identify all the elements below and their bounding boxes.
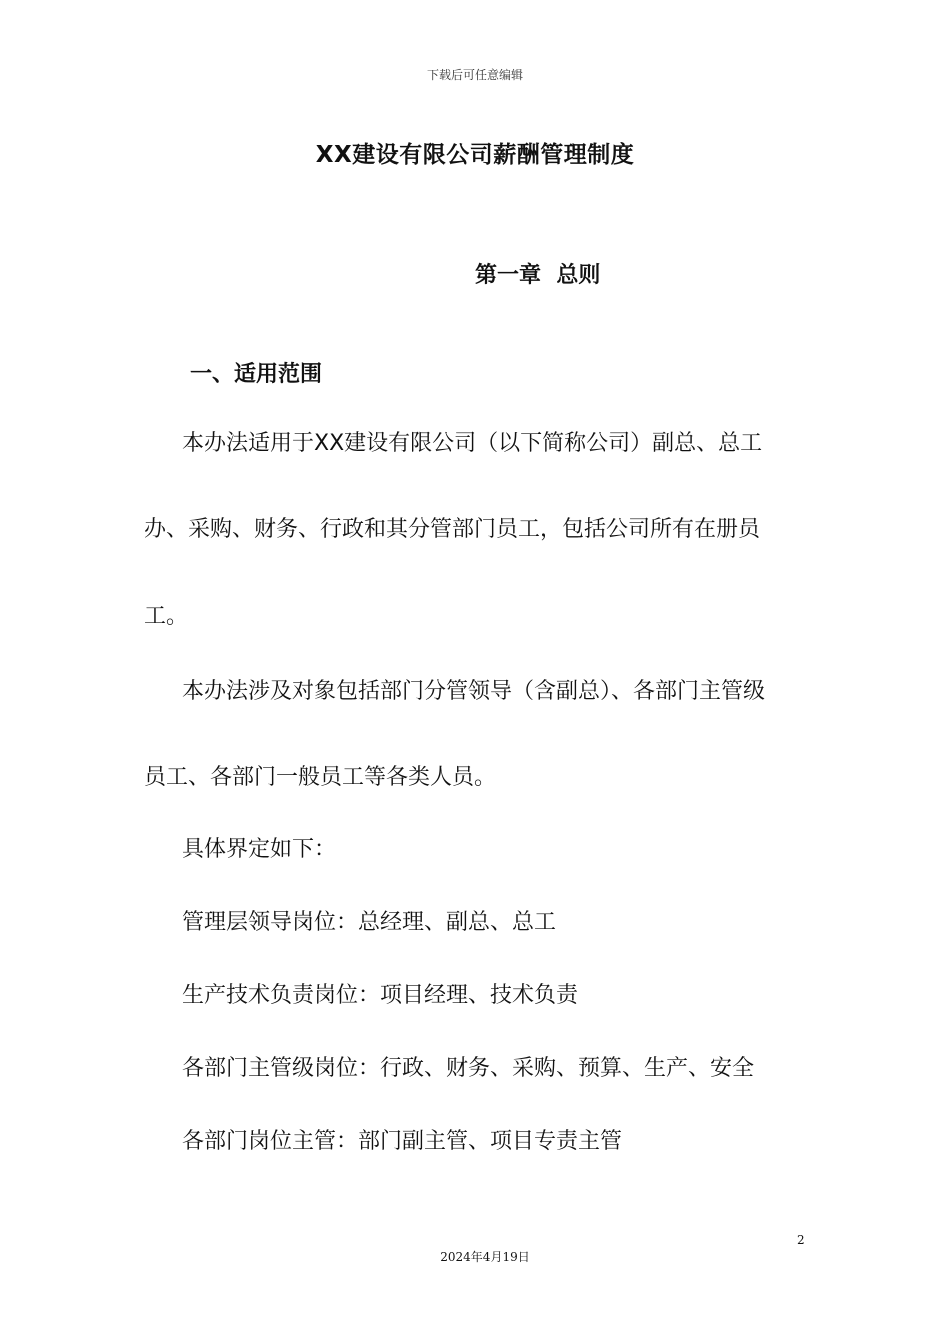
header-note: 下载后可任意编辑 (426, 68, 523, 82)
footer-date: 2024年4月19日 (440, 1250, 530, 1264)
paragraph-1-line-2: 办、采购、财务、行政和其分管部门员工，包括公司所有在册员 (144, 517, 761, 542)
definition-item: 各部门主管级岗位：行政、财务、采购、预算、生产、安全 (182, 1056, 755, 1081)
definition-item: 管理层领导岗位：总经理、副总、总工 (182, 910, 557, 935)
section-title: 一、适用范围 (190, 362, 323, 387)
paragraph-1-line-3: 工。 (144, 604, 189, 629)
definition-item: 生产技术负责岗位：项目经理、技术负责 (182, 983, 579, 1008)
paragraph-2-line-1: 本办法涉及对象包括部门分管领导（含副总）、各部门主管级 (182, 679, 766, 704)
paragraph-1-line-1: 本办法适用于XX建设有限公司（以下简称公司）副总、总工 (182, 431, 763, 456)
paragraph-2-line-2: 员工、各部门一般员工等各类人员。 (144, 765, 497, 790)
page-number: 2 (797, 1233, 805, 1247)
document-title: XX建设有限公司薪酬管理制度 (315, 142, 635, 168)
definition-item: 各部门岗位主管：部门副主管、项目专责主管 (182, 1129, 623, 1154)
definitions-intro: 具体界定如下： (182, 837, 337, 862)
chapter-title: 第一章 总则 (475, 263, 601, 288)
